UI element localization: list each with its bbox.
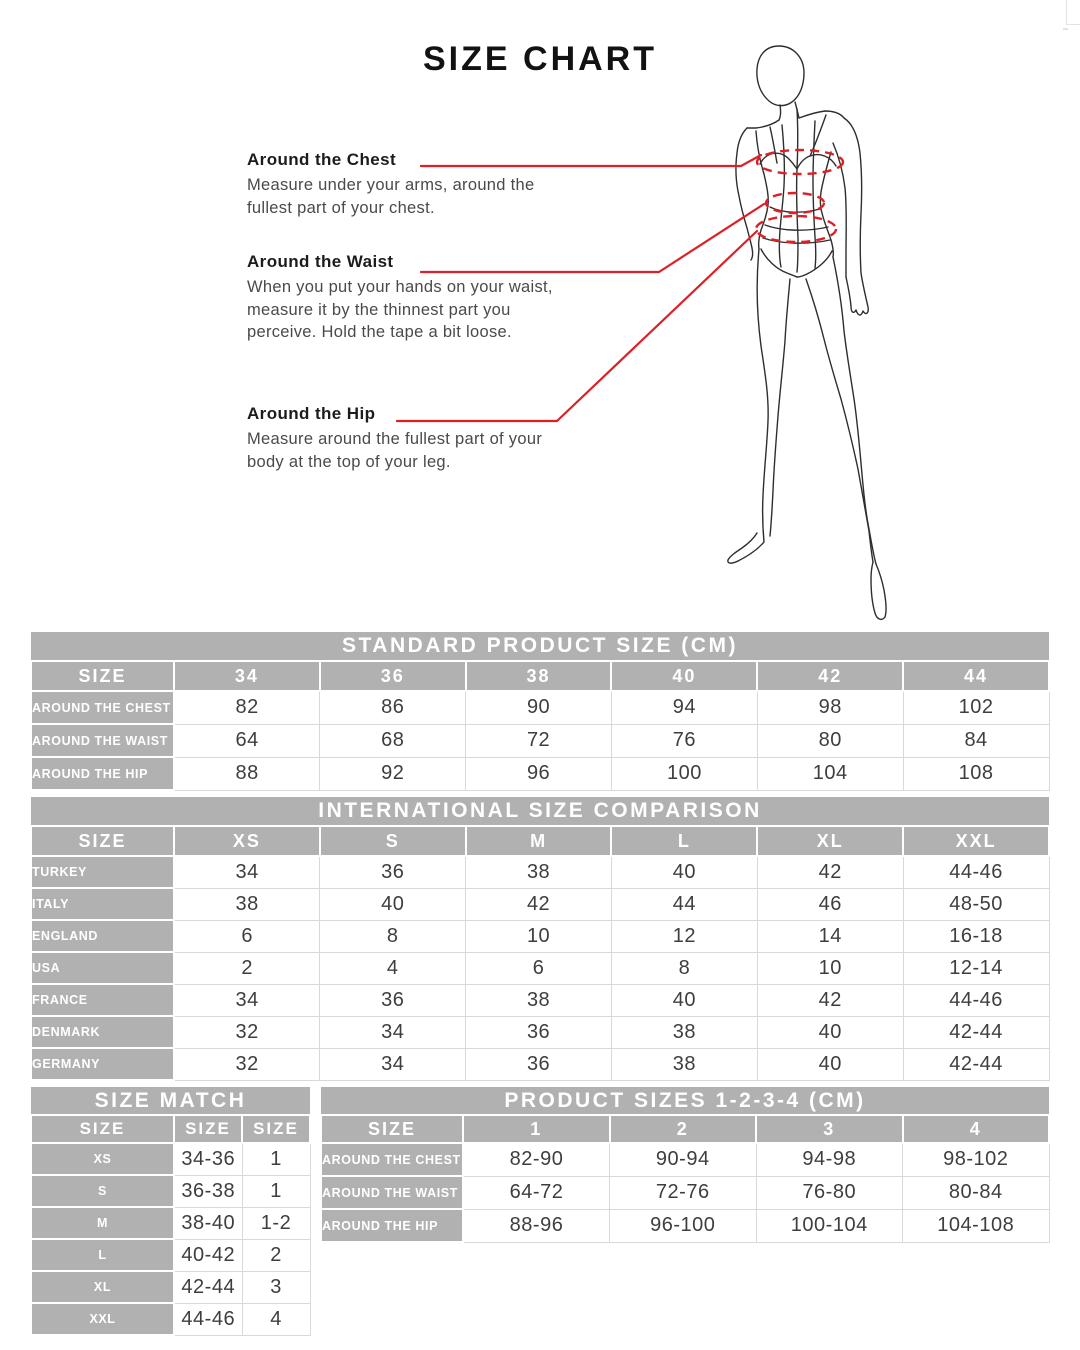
cell-value: 100 bbox=[611, 757, 757, 790]
cell-value: 64-72 bbox=[463, 1176, 610, 1209]
table-row bbox=[31, 1048, 1049, 1080]
table-title: STANDARD PRODUCT SIZE (CM) bbox=[31, 632, 1049, 661]
waist-leader-line bbox=[421, 204, 764, 272]
cell-value: 32 bbox=[174, 1016, 320, 1048]
cell-value: 82 bbox=[174, 691, 320, 724]
table-row bbox=[321, 1143, 1049, 1176]
cell-value: 42-44 bbox=[903, 1016, 1049, 1048]
table-row bbox=[321, 1176, 1049, 1209]
table-row bbox=[31, 1303, 310, 1335]
cell-value: 40 bbox=[611, 984, 757, 1016]
cell-value: 64 bbox=[174, 724, 320, 757]
column-header: 42 bbox=[757, 661, 903, 691]
cell-value: 98 bbox=[757, 691, 903, 724]
cell-value: 46 bbox=[757, 888, 903, 920]
table bbox=[30, 1087, 311, 1336]
row-label: XXL bbox=[31, 1303, 174, 1335]
cell-value: 8 bbox=[611, 952, 757, 984]
cell-value: 86 bbox=[320, 691, 466, 724]
cell-value: 76 bbox=[611, 724, 757, 757]
cell-value: 72 bbox=[466, 724, 612, 757]
cell-value: 8 bbox=[320, 920, 466, 952]
table-row bbox=[31, 691, 1049, 724]
row-label: S bbox=[31, 1175, 174, 1207]
cell-value: 44 bbox=[611, 888, 757, 920]
table-row bbox=[31, 952, 1049, 984]
table bbox=[30, 797, 1050, 1081]
croquis-figure-illustration bbox=[0, 0, 1080, 630]
cell-value: 34 bbox=[320, 1048, 466, 1080]
cell-value: 94 bbox=[611, 691, 757, 724]
page-title: SIZE CHART bbox=[423, 40, 657, 78]
table-row bbox=[31, 856, 1049, 888]
cell-value: 38 bbox=[174, 888, 320, 920]
cell-value: 90-94 bbox=[610, 1143, 757, 1176]
chest-leader-line bbox=[421, 155, 761, 166]
cell-value: 1-2 bbox=[242, 1207, 310, 1239]
guide-chest-description: Measure under your arms, around the fullest part of your chest. bbox=[247, 176, 535, 217]
cell-value: 3 bbox=[242, 1271, 310, 1303]
cell-value: 42-44 bbox=[174, 1271, 242, 1303]
cell-value: 2 bbox=[242, 1239, 310, 1271]
row-label: AROUND THE WAIST bbox=[321, 1176, 463, 1209]
cell-value: 14 bbox=[757, 920, 903, 952]
row-label: AROUND THE HIP bbox=[321, 1209, 463, 1242]
cell-value: 40 bbox=[757, 1016, 903, 1048]
column-header: L bbox=[611, 826, 757, 856]
cell-value: 104-108 bbox=[903, 1209, 1050, 1242]
cell-value: 42 bbox=[757, 984, 903, 1016]
cell-value: 34 bbox=[174, 856, 320, 888]
cell-value: 42 bbox=[466, 888, 612, 920]
cell-value: 38 bbox=[611, 1016, 757, 1048]
row-label: FRANCE bbox=[31, 984, 174, 1016]
guide-waist-label: Around the Waist bbox=[247, 252, 394, 271]
table-row bbox=[31, 888, 1049, 920]
cell-value: 38 bbox=[611, 1048, 757, 1080]
table-row bbox=[31, 984, 1049, 1016]
column-header: 40 bbox=[611, 661, 757, 691]
cell-value: 4 bbox=[242, 1303, 310, 1335]
table-title: INTERNATIONAL SIZE COMPARISON bbox=[31, 797, 1049, 826]
table-row bbox=[31, 1016, 1049, 1048]
column-header: 38 bbox=[466, 661, 612, 691]
row-label: AROUND THE CHEST bbox=[321, 1143, 463, 1176]
cell-value: 96 bbox=[466, 757, 612, 790]
chest-measure-ellipse bbox=[757, 150, 843, 174]
table-row bbox=[31, 724, 1049, 757]
column-header: SIZE bbox=[31, 661, 174, 691]
cell-value: 2 bbox=[174, 952, 320, 984]
cell-value: 68 bbox=[320, 724, 466, 757]
cell-value: 88 bbox=[174, 757, 320, 790]
international-size-comparison-table bbox=[30, 797, 1050, 1081]
cell-value: 92 bbox=[320, 757, 466, 790]
cell-value: 34-36 bbox=[174, 1143, 242, 1175]
cell-value: 88-96 bbox=[463, 1209, 610, 1242]
cell-value: 104 bbox=[757, 757, 903, 790]
column-header: SIZE bbox=[242, 1115, 310, 1143]
cell-value: 44-46 bbox=[174, 1303, 242, 1335]
cell-value: 12-14 bbox=[903, 952, 1049, 984]
cell-value: 90 bbox=[466, 691, 612, 724]
cell-value: 1 bbox=[242, 1175, 310, 1207]
row-label: AROUND THE CHEST bbox=[31, 691, 174, 724]
cell-value: 10 bbox=[757, 952, 903, 984]
cell-value: 84 bbox=[903, 724, 1049, 757]
column-header: 3 bbox=[756, 1115, 903, 1143]
table bbox=[30, 632, 1050, 791]
cell-value: 36 bbox=[320, 856, 466, 888]
table-row bbox=[31, 757, 1049, 790]
cell-value: 72-76 bbox=[610, 1176, 757, 1209]
guide-hip-label: Around the Hip bbox=[247, 404, 376, 423]
row-label: TURKEY bbox=[31, 856, 174, 888]
cell-value: 10 bbox=[466, 920, 612, 952]
guide-hip-description: Measure around the fullest part of your body at the top of your leg. bbox=[247, 430, 543, 471]
cell-value: 108 bbox=[903, 757, 1049, 790]
cell-value: 38 bbox=[466, 984, 612, 1016]
cell-value: 40 bbox=[611, 856, 757, 888]
row-label: XL bbox=[31, 1271, 174, 1303]
row-label: GERMANY bbox=[31, 1048, 174, 1080]
column-header: SIZE bbox=[31, 1115, 174, 1143]
table-title: PRODUCT SIZES 1-2-3-4 (CM) bbox=[321, 1087, 1049, 1115]
cell-value: 80 bbox=[757, 724, 903, 757]
cell-value: 38 bbox=[466, 856, 612, 888]
column-header: XXL bbox=[903, 826, 1049, 856]
cell-value: 96-100 bbox=[610, 1209, 757, 1242]
cell-value: 36 bbox=[320, 984, 466, 1016]
table-row bbox=[31, 1271, 310, 1303]
cell-value: 32 bbox=[174, 1048, 320, 1080]
row-label: M bbox=[31, 1207, 174, 1239]
cell-value: 1 bbox=[242, 1143, 310, 1175]
row-label: USA bbox=[31, 952, 174, 984]
row-label: DENMARK bbox=[31, 1016, 174, 1048]
cell-value: 40 bbox=[757, 1048, 903, 1080]
cell-value: 42 bbox=[757, 856, 903, 888]
column-header: 36 bbox=[320, 661, 466, 691]
measurement-annotations bbox=[397, 150, 843, 421]
guide-waist-description: When you put your hands on your waist, measure it by the thinnest part you perceive. Hold the tape a bit loose. bbox=[247, 278, 553, 341]
cell-value: 42-44 bbox=[903, 1048, 1049, 1080]
row-label: AROUND THE WAIST bbox=[31, 724, 174, 757]
table-row bbox=[31, 1143, 310, 1175]
table-row bbox=[321, 1209, 1049, 1242]
column-header: SIZE bbox=[31, 826, 174, 856]
column-header: 1 bbox=[463, 1115, 610, 1143]
cell-value: 36 bbox=[466, 1048, 612, 1080]
row-label: ITALY bbox=[31, 888, 174, 920]
cell-value: 44-46 bbox=[903, 856, 1049, 888]
table-row bbox=[31, 1239, 310, 1271]
column-header: 4 bbox=[903, 1115, 1050, 1143]
column-header: M bbox=[466, 826, 612, 856]
row-label: AROUND THE HIP bbox=[31, 757, 174, 790]
cell-value: 34 bbox=[320, 1016, 466, 1048]
table-row bbox=[31, 1175, 310, 1207]
cell-value: 34 bbox=[174, 984, 320, 1016]
row-label: XS bbox=[31, 1143, 174, 1175]
cell-value: 4 bbox=[320, 952, 466, 984]
cell-value: 102 bbox=[903, 691, 1049, 724]
cell-value: 36-38 bbox=[174, 1175, 242, 1207]
table-row bbox=[31, 1207, 310, 1239]
cell-value: 44-46 bbox=[903, 984, 1049, 1016]
cell-value: 40 bbox=[320, 888, 466, 920]
column-header: 34 bbox=[174, 661, 320, 691]
cell-value: 12 bbox=[611, 920, 757, 952]
cell-value: 16-18 bbox=[903, 920, 1049, 952]
row-label: ENGLAND bbox=[31, 920, 174, 952]
size-match-table bbox=[30, 1087, 311, 1336]
column-header: S bbox=[320, 826, 466, 856]
hip-leader-line bbox=[397, 231, 757, 421]
product-sizes-table bbox=[320, 1087, 1050, 1243]
cell-value: 98-102 bbox=[903, 1143, 1050, 1176]
column-header: 2 bbox=[610, 1115, 757, 1143]
table-row bbox=[31, 920, 1049, 952]
cell-value: 6 bbox=[174, 920, 320, 952]
cell-value: 94-98 bbox=[756, 1143, 903, 1176]
cell-value: 76-80 bbox=[756, 1176, 903, 1209]
cell-value: 82-90 bbox=[463, 1143, 610, 1176]
cell-value: 48-50 bbox=[903, 888, 1049, 920]
cell-value: 36 bbox=[466, 1016, 612, 1048]
table-title: SIZE MATCH bbox=[31, 1087, 310, 1115]
column-header: SIZE bbox=[174, 1115, 242, 1143]
table bbox=[320, 1087, 1050, 1243]
row-label: L bbox=[31, 1239, 174, 1271]
standard-product-size-table bbox=[30, 632, 1050, 791]
figure-outline bbox=[728, 46, 886, 619]
cell-value: 80-84 bbox=[903, 1176, 1050, 1209]
cell-value: 38-40 bbox=[174, 1207, 242, 1239]
guide-chest-label: Around the Chest bbox=[247, 150, 397, 169]
column-header: XS bbox=[174, 826, 320, 856]
cell-value: 40-42 bbox=[174, 1239, 242, 1271]
cell-value: 100-104 bbox=[756, 1209, 903, 1242]
column-header: 44 bbox=[903, 661, 1049, 691]
cell-value: 6 bbox=[466, 952, 612, 984]
column-header: XL bbox=[757, 826, 903, 856]
column-header: SIZE bbox=[321, 1115, 463, 1143]
